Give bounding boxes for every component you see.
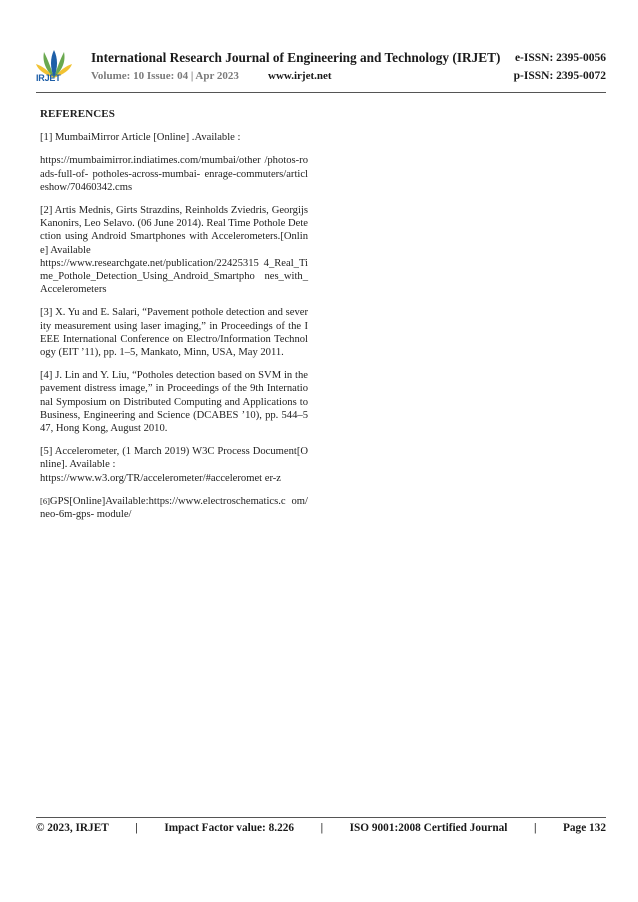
reference-item-5: [40, 445, 308, 485]
journal-title: International Research Journal of Engineering and Technology (IRJET): [91, 50, 501, 65]
volume-issue: Volume: 10 Issue: 04 | Apr 2023: [91, 70, 239, 82]
reference-item-1-link: [40, 154, 308, 194]
header-divider: [36, 92, 606, 93]
footer-iso: ISO 9001:2008 Certified Journal: [349, 822, 508, 834]
footer-separator: |: [135, 822, 138, 834]
journal-website-link[interactable]: www.irjet.net: [268, 70, 332, 82]
logo-text: IRJET: [36, 73, 61, 83]
footer-separator: |: [320, 822, 324, 834]
references-section: [40, 108, 308, 531]
reference-item-1: [40, 131, 308, 144]
reference-link[interactable]: https://mumbaimirror.indiatimes.com/mumbai/other /photos-roads-full-of- potholes-across-mumbai- enrage-commuters/articleshow/70460342.cms: [40, 155, 308, 193]
reference-number: [6]: [40, 495, 50, 506]
reference-item-6: [40, 495, 308, 521]
page-footer: [36, 822, 606, 834]
reference-text: [1] MumbaiMirror Article [Online] .Available :: [40, 132, 241, 144]
reference-link[interactable]: https://www.researchgate.net/publication/22425315 4_Real_Time_Pothole_Detection_Using_Android_Smartpho nes_with_Accelerometers: [40, 257, 308, 296]
reference-text: [4] J. Lin and Y. Liu, “Potholes detection based on SVM in the pavement distress image,” in Proceedings of the 9th International Symposium on Distributed Computing and Applications to Business, Engineering and Science (DCABES ’10), pp. 544–547, Hong Kong, August 2010.: [40, 370, 308, 435]
footer-separator: |: [533, 822, 537, 834]
footer-page-number: Page 132: [563, 822, 606, 834]
reference-text: GPS[Online]Available:https://www.electroschematics.c om/neo-6m-gps- module/: [40, 495, 308, 521]
footer-divider: [36, 817, 606, 818]
page-header: [36, 44, 606, 90]
footer-impact-factor: Impact Factor value: 8.226: [164, 822, 295, 834]
footer-copyright: © 2023, IRJET: [36, 822, 109, 834]
reference-text: [5] Accelerometer, (1 March 2019) W3C Process Document[Online]. Available :: [40, 446, 308, 471]
reference-item-4: [40, 369, 308, 435]
pissn: p-ISSN: 2395-0072: [513, 70, 606, 82]
reference-item-2: [40, 204, 308, 296]
reference-text: [3] X. Yu and E. Salari, “Pavement pothole detection and severity measurement using laser imaging,” in Proceedings of the IEEE International Conference on Electro/Information Technology (EIT ’11), pp. 1–5, Mankato, Minn, USA, May 2011.: [40, 307, 308, 359]
references-heading: REFERENCES: [40, 108, 115, 120]
reference-item-3: [40, 306, 308, 359]
reference-text: [2] Artis Mednis, Girts Strazdins, Reinholds Zviedris, Georgijs Kanonirs, Leo Selavo. (06 June 2014). Real Time Pothole Detection using Android Smartphones with Accelerometers.[Online] Available: [40, 205, 308, 256]
eissn: e-ISSN: 2395-0056: [514, 52, 606, 64]
reference-link[interactable]: https://www.w3.org/TR/accelerometer/#acceleromet er-z: [40, 472, 281, 484]
